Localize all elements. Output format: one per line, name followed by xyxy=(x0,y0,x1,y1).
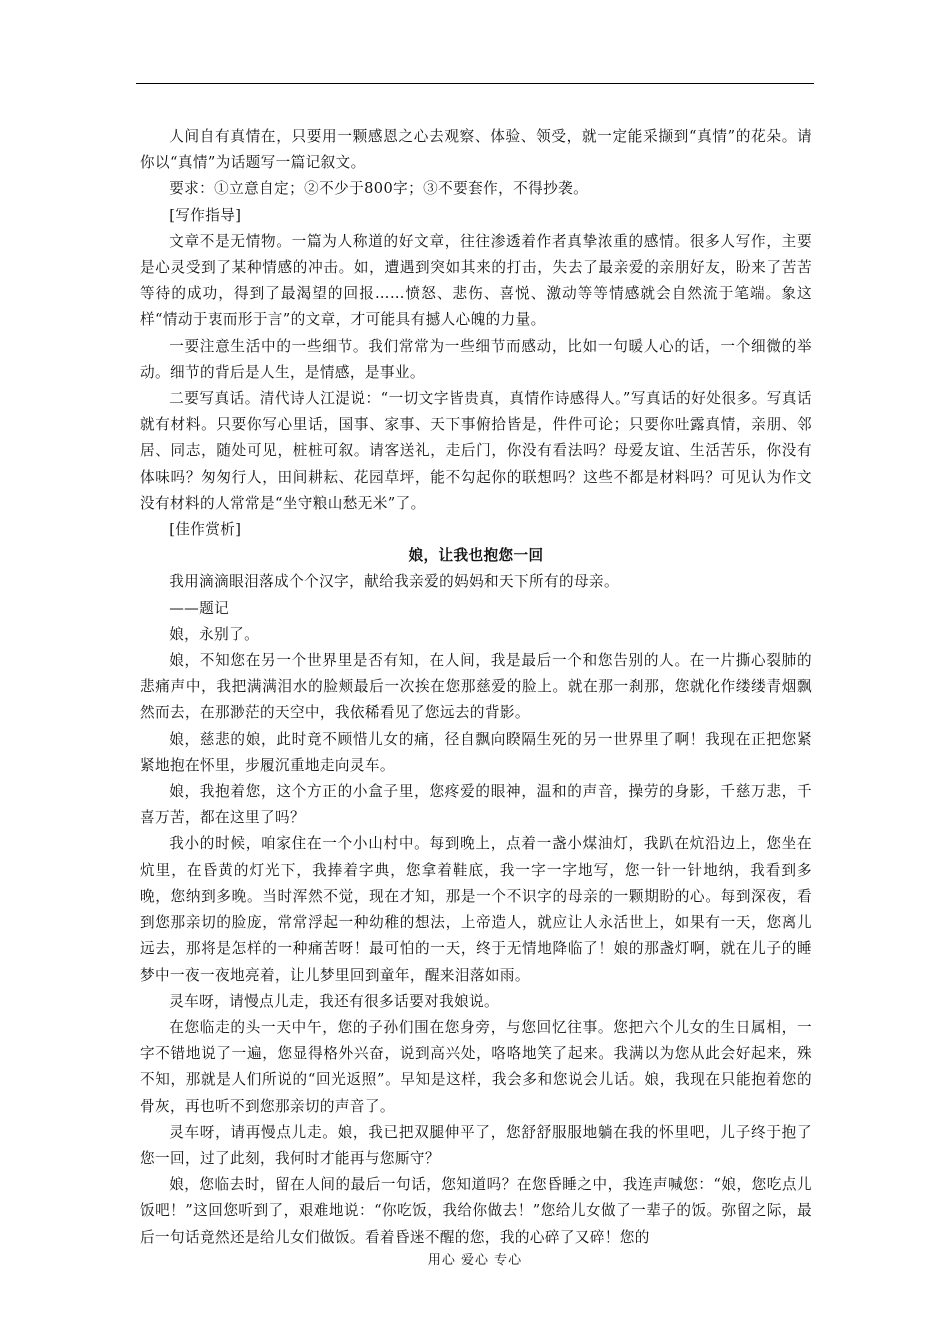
essay-paragraph: 娘，永别了。 xyxy=(169,625,260,643)
essay-paragraph: 娘，慈悲的娘，此时竟不顾惜儿女的痛，径自飘向睽隔生死的另一世界里了啊！我现在正把您紧紧地抱在怀里，步履沉重地走向灵车。 xyxy=(140,730,812,774)
essay-paragraph: 灵车呀，请再慢点儿走。娘，我已把双腿伸平了，您舒舒服服地躺在我的怀里吧，儿子终于抱了您一回，过了此刻，我何时才能再与您厮守？ xyxy=(140,1123,812,1167)
essay-title: 娘，让我也抱您一回 xyxy=(408,547,544,565)
guide-paragraph: 二要写真话。清代诗人江湜说：“一切文字皆贵真，真情作诗感得人。”写真话的好处很多。写真话就有材料。只要你写心里话，国事、家事、天下事俯拾皆是，件件可论；只要你吐露真情，亲朋、邻居、同志，随处可见，桩桩可叙。请客送礼，走后门，你没有看法吗？母爱友谊、生活苦乐，你没有体味吗？匆匆行人，田间耕耘、花园草坪，能不勾起你的联想吗？这些不都是材料吗？可见认为作文没有材料的人常常是“坐守粮山愁无米”了。 xyxy=(140,390,812,512)
header-rule xyxy=(136,83,814,84)
sample-heading: [佳作赏析] xyxy=(169,521,242,539)
page-footer: 用心 爱心 专心 xyxy=(427,1253,523,1268)
essay-paragraph: 娘，不知您在另一个世界里是否有知，在人间，我是最后一个和您告别的人。在一片撕心裂肺的悲痛声中，我把满满泪水的脸颊最后一次挨在您那慈爱的脸上。就在那一刹那，您就化作缕缕青烟飘然而去，在那渺茫的天空中，我依稀看见了您远去的背影。 xyxy=(140,652,812,722)
guide-paragraph: 一要注意生活中的一些细节。我们常常为一些细节而感动，比如一句暖人心的话，一个细微的举动。细节的背后是人生，是情感，是事业。 xyxy=(140,337,812,381)
essay-paragraph: 娘，您临去时，留在人间的最后一句话，您知道吗？在您昏睡之中，我连声喊您：“娘，您吃点儿饭吧！”这回您听到了，艰难地说：“你吃饭，我给你做去！”您给儿女做了一辈子的饭。弥留之际，最后一句话竟然还是给儿女们做饭。看着昏迷不醒的您，我的心碎了又碎！您的 xyxy=(140,1176,812,1246)
essay-paragraph: 灵车呀，请慢点儿走，我还有很多话要对我娘说。 xyxy=(169,992,500,1010)
guide-paragraph: 文章不是无情物。一篇为人称道的好文章，往往渗透着作者真挚浓重的感情。很多人写作，主要是心灵受到了某种情感的冲击。如，遭遇到突如其来的打击，失去了最亲爱的亲朋好友，盼来了苦苦等待的成功，得到了最渴望的回报……愤怒、悲伤、喜悦、激动等等情感就会自然流于笔端。象这样“情动于衷而形于言”的文章，才可能具有撼人心魄的力量。 xyxy=(140,232,812,329)
document-body xyxy=(140,124,812,1251)
essay-paragraph: 娘，我抱着您，这个方正的小盒子里，您疼爱的眼神，温和的声音，操劳的身影，千慈万悲，千喜万苦，都在这里了吗？ xyxy=(140,783,812,827)
essay-paragraph: 在您临走的头一天中午，您的子孙们围在您身旁，与您回忆往事。您把六个儿女的生日属相，一字不错地说了一遍，您显得格外兴奋，说到高兴处，咯咯地笑了起来。我满以为您从此会好起来，殊不知，那就是人们所说的“回光返照”。早知是这样，我会多和您说会儿话。娘，我现在只能抱着您的骨灰，再也听不到您那亲切的声音了。 xyxy=(140,1018,812,1115)
essay-paragraph: 我小的时候，咱家住在一个小山村中。每到晚上，点着一盏小煤油灯，我趴在炕沿边上，您坐在炕里，在昏黄的灯光下，我捧着字典，您拿着鞋底，我一字一字地写，您一针一针地纳，我看到多晚，您纳到多晚。当时浑然不觉，现在才知，那是一个不识字的母亲的一颗期盼的心。每到深夜，看到您那亲切的脸庞，常常浮起一种幼稚的想法，上帝造人，就应让人永活世上，如果有一天，您离儿远去，那将是怎样的一种痛苦呀！最可怕的一天，终于无情地降临了！娘的那盏灯啊，就在儿子的睡梦中一夜一夜地亮着，让儿梦里回到童年，醒来泪落如雨。 xyxy=(140,835,812,984)
essay-epigraph-attribution: ——题记 xyxy=(169,599,230,617)
prompt-requirements: 要求：①立意自定；②不少于800字；③不要套作，不得抄袭。 xyxy=(169,180,589,198)
guide-heading: [写作指导] xyxy=(169,206,242,224)
essay-paragraph: 我用滴滴眼泪落成个个汉字，献给我亲爱的妈妈和天下所有的母亲。 xyxy=(169,573,620,591)
prompt-paragraph: 人间自有真情在，只要用一颗感恩之心去观察、体验、领受，就一定能采撷到“真情”的花朵。请你以“真情”为话题写一篇记叙文。 xyxy=(140,128,812,172)
